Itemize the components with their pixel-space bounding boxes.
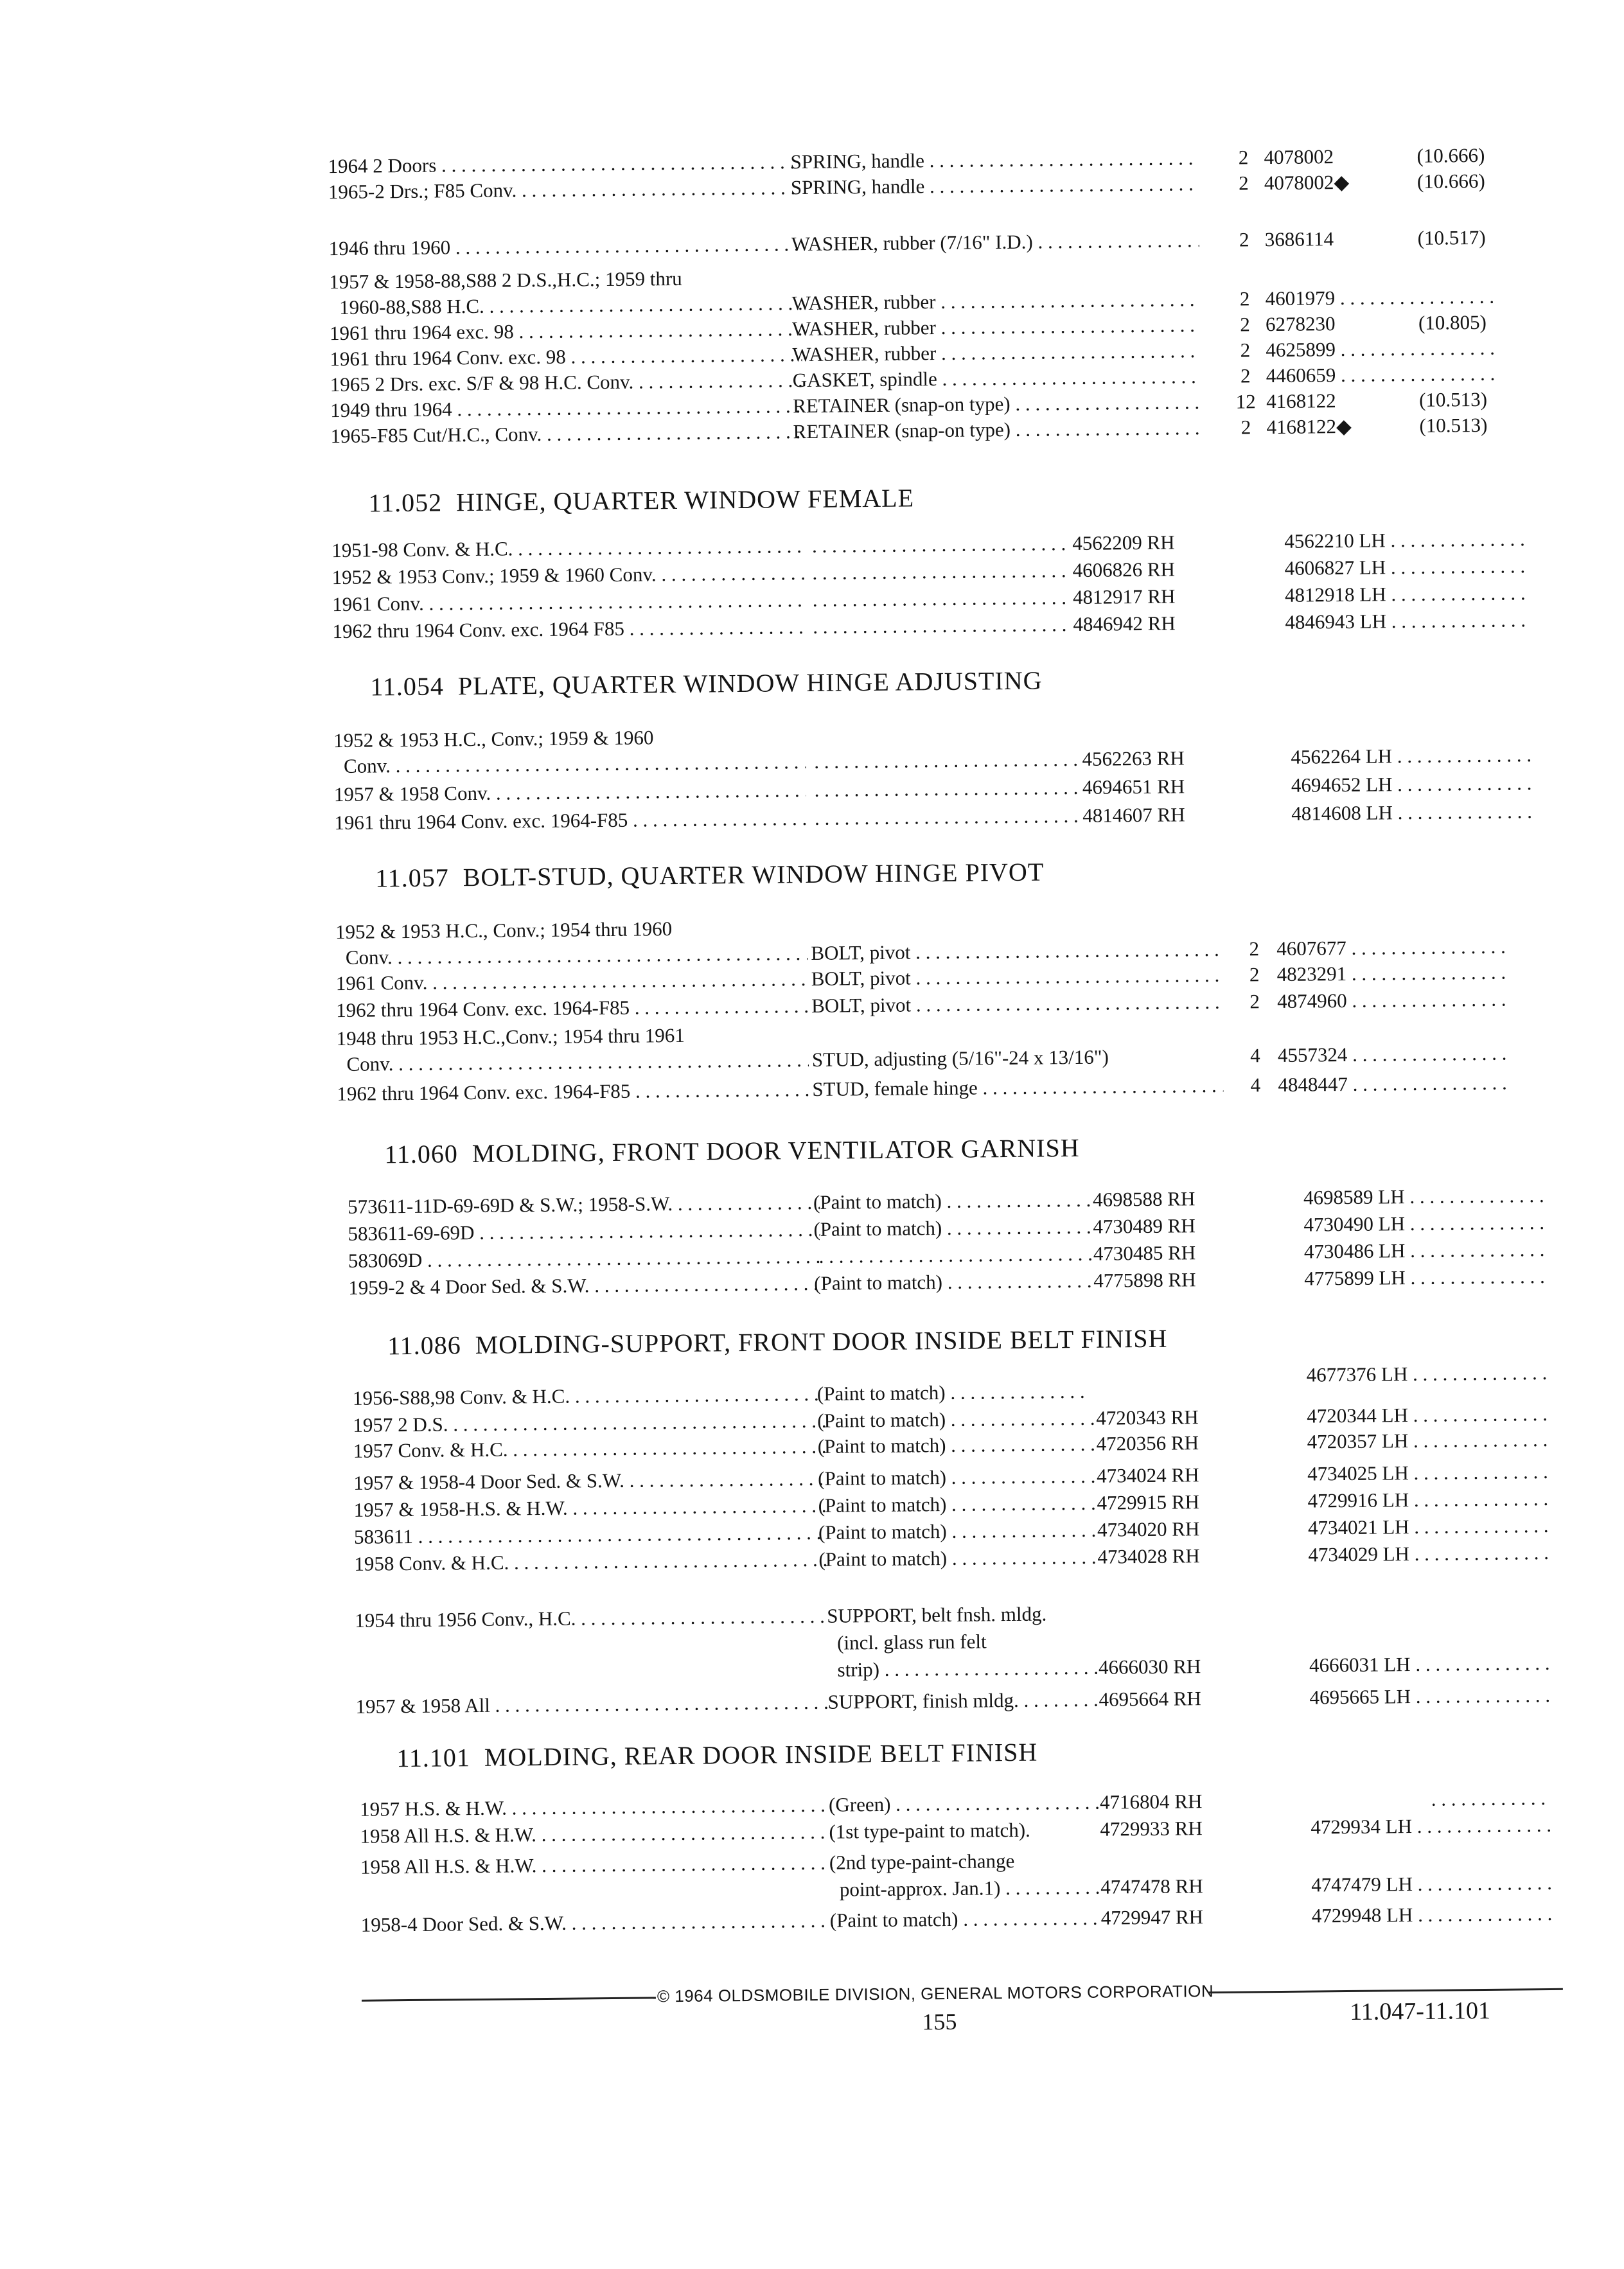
application-cell: 1952 & 1953 H.C., Conv.; 1959 & 1960 [333, 723, 822, 754]
description-cell: BOLT, pivot . . . [811, 937, 1222, 966]
section-title: PLATE, QUARTER WINDOW HINGE ADJUSTING [458, 666, 1043, 700]
rh-part-cell: 4562209 RH [1072, 530, 1175, 557]
rh-part-cell: 4720356 RH [1097, 1430, 1199, 1457]
rh-part-cell: 4846942 RH [1073, 610, 1176, 637]
application-cell: 1951-98 Conv. & H.C. . . . [331, 533, 804, 563]
quantity-cell: 2 [1226, 337, 1264, 364]
quantity-cell: 2 [1224, 170, 1263, 197]
application-cell: 1961 thru 1964 Conv. exc. 98 . . . [330, 342, 802, 372]
section-title: MOLDING-SUPPORT, FRONT DOOR INSIDE BELT FINISH [475, 1324, 1167, 1359]
part-number-cell: 4460659 . . . [1266, 361, 1497, 389]
quantity-cell: 2 [1226, 312, 1264, 338]
leader-dots [807, 558, 1070, 586]
quantity-cell: 2 [1226, 363, 1265, 389]
section-heading [370, 664, 1043, 703]
leader-dots [809, 803, 1079, 831]
lh-part-cell: 4775899 LH . . . [1304, 1264, 1548, 1292]
application-cell: Conv. . . . [335, 940, 808, 971]
rh-part-cell: 4698588 RH [1093, 1186, 1196, 1213]
description-cell: STUD, female hinge . . . [812, 1073, 1223, 1102]
section-title: BOLT-STUD, QUARTER WINDOW HINGE PIVOT [463, 857, 1044, 892]
application-cell: Conv. . . . [333, 749, 806, 779]
description-cell: (Paint to match) . . . [813, 1214, 1093, 1242]
leader-dots [808, 612, 1071, 640]
lh-part-cell: 4729948 LH . . . [1312, 1901, 1556, 1929]
reference-cell: (10.666) [1417, 168, 1485, 195]
application-cell: 1961 Conv. . . . [332, 587, 804, 617]
rh-part-cell: 4729915 RH [1097, 1489, 1199, 1516]
section-heading [396, 1736, 1037, 1775]
application-cell: 1961 thru 1964 Conv. exc. 1964-F85 . . . [334, 806, 806, 836]
application-cell: 1958-4 Door Sed. & S.W. . . . [361, 1908, 833, 1938]
application-cell: 1959-2 & 4 Door Sed. & S.W. . . . [348, 1271, 820, 1301]
lh-part-cell: 4734021 LH . . . [1308, 1513, 1552, 1541]
section-heading [387, 1323, 1168, 1363]
part-number-cell: 4168122◆ [1266, 412, 1497, 440]
rh-part-cell: 4734020 RH [1097, 1516, 1200, 1543]
section-heading [368, 482, 914, 519]
description-cell: (1st type-paint to match). [829, 1817, 1030, 1845]
application-cell: 1946 thru 1960 . . . [329, 231, 801, 261]
description-cell: (Paint to match) . . . [818, 1431, 1095, 1460]
rh-part-cell: 4730489 RH [1093, 1213, 1196, 1240]
part-number-cell: 4874960 . . . [1277, 987, 1508, 1014]
application-cell: 1965 2 Drs. exc. S/F & 98 H.C. Conv. . . . [330, 367, 802, 398]
rh-part-cell: 4694651 RH [1082, 773, 1185, 800]
part-number-cell: 4848447 . . . [1278, 1070, 1509, 1098]
page-footer [0, 0, 1613, 8]
lh-part-cell: 4812918 LH . . . [1285, 580, 1529, 608]
quantity-cell: 2 [1235, 962, 1274, 988]
application-cell: 1957 & 1958-4 Door Sed. & S.W. . . . [353, 1466, 825, 1496]
application-cell: Conv. . . . [337, 1047, 809, 1077]
description-cell: (Green) . . . [829, 1790, 1099, 1818]
rh-part-cell: 4720343 RH [1096, 1404, 1199, 1431]
lh-part-cell: 4734029 LH . . . [1308, 1540, 1552, 1568]
rh-part-cell: 4734024 RH [1097, 1462, 1199, 1489]
rh-part-cell: 4606826 RH [1072, 556, 1175, 583]
section-range: 11.047-11.101 [1350, 1997, 1490, 2026]
leader-dots [808, 585, 1071, 613]
section-number: 11.052 [368, 488, 442, 517]
rh-part-cell: 4814607 RH [1082, 802, 1185, 829]
rh-part-cell: 4729947 RH [1101, 1904, 1204, 1931]
description-cell: WASHER, rubber . . . [791, 287, 1199, 316]
lh-part-cell: 4729916 LH . . . [1307, 1486, 1551, 1514]
description-cell: SUPPORT, belt fnsh. mldg. [827, 1601, 1046, 1629]
application-cell: 1958 Conv. & H.C. . . . [354, 1547, 826, 1577]
section-number: 11.057 [375, 863, 449, 892]
part-number-cell: 4078002◆ [1264, 168, 1496, 196]
application-cell: 1961 thru 1964 exc. 98 . . . [330, 316, 802, 346]
description-cell: SUPPORT, finish mldg. . . . [827, 1687, 1097, 1715]
description-cell: BOLT, pivot . . . [811, 962, 1222, 992]
quantity-cell: 4 [1236, 1043, 1275, 1069]
lh-part-cell: 4846943 LH . . . [1285, 607, 1529, 635]
description-cell: (Paint to match) . . . [813, 1187, 1093, 1215]
section-heading [384, 1132, 1080, 1170]
lh-part-cell: 4814608 LH . . . [1291, 799, 1535, 827]
reference-cell: (10.513) [1419, 412, 1487, 439]
part-number-cell: 4625899 . . . [1266, 335, 1497, 363]
quantity-cell: 2 [1225, 227, 1264, 253]
application-cell: 1962 thru 1964 Conv. exc. 1964-F85 . . . [336, 993, 808, 1023]
application-cell: 573611-11D-69-69D & S.W.; 1958-S.W. . . . [348, 1190, 820, 1220]
application-cell: 583611 . . . [354, 1520, 826, 1550]
rh-part-cell: 4775898 RH [1093, 1267, 1196, 1294]
description-cell: (incl. glass run felt [827, 1629, 986, 1655]
quantity-cell: 12 [1226, 389, 1265, 415]
part-number-cell: 4557324 . . . [1278, 1041, 1509, 1068]
application-cell: 1957 & 1958 All . . . [355, 1690, 827, 1720]
section-number: 11.060 [384, 1139, 458, 1169]
reference-cell: (10.517) [1418, 225, 1486, 251]
application-cell: 1957 Conv. & H.C. . . . [353, 1434, 825, 1464]
rh-part-cell: 4729933 RH [1100, 1815, 1203, 1842]
lh-part-cell: 4730486 LH . . . [1304, 1237, 1548, 1265]
leader-dots [809, 775, 1079, 803]
description-cell: SPRING, handle . . . [790, 145, 1198, 175]
section-number: 11.101 [396, 1743, 470, 1772]
application-cell: 1965-F85 Cut/H.C., Conv. . . . [330, 419, 802, 449]
lh-part-cell: 4730490 LH . . . [1303, 1210, 1548, 1238]
section-title: HINGE, QUARTER WINDOW FEMALE [456, 483, 914, 516]
copyright-notice: © 1964 OLDSMOBILE DIVISION, GENERAL MOTORS CORPORATION [657, 1981, 1214, 2006]
part-number-cell: 4607677 . . . [1276, 934, 1508, 962]
description-cell: RETAINER (snap-on type) . . . [793, 415, 1201, 445]
description-cell: (Paint to match) . . . [818, 1517, 1096, 1546]
lh-part-cell: 4562210 LH . . . [1284, 526, 1528, 554]
rh-part-cell: 4730485 RH [1093, 1240, 1196, 1267]
application-cell: 1962 thru 1964 Conv. exc. 1964-F85 . . . [337, 1077, 809, 1107]
section-title: MOLDING, FRONT DOOR VENTILATOR GARNISH [472, 1133, 1080, 1168]
application-cell: 1957 H.S. & H.W. . . . [360, 1792, 832, 1823]
part-number-cell: 4601979 . . . [1265, 284, 1496, 312]
top-block [0, 0, 1613, 8]
rh-part-cell: 4695664 RH [1099, 1686, 1201, 1713]
rh-part-cell: 4562263 RH [1082, 745, 1185, 772]
part-number-cell: 4823291 . . . [1277, 960, 1508, 987]
section-11-101 [0, 0, 1613, 8]
application-cell: 1962 thru 1964 Conv. exc. 1964 F85 . . . [332, 614, 804, 644]
lh-part-cell: 4695665 LH . . . [1309, 1682, 1553, 1711]
section-title: MOLDING, REAR DOOR INSIDE BELT FINISH [484, 1738, 1038, 1772]
description-cell: BOLT, pivot . . . [811, 989, 1222, 1019]
section-11-054 [0, 0, 1613, 8]
lh-part-cell: 4729934 LH . . . [1311, 1812, 1555, 1841]
section-heading [375, 856, 1045, 894]
part-number-cell: 6278230 [1266, 310, 1497, 337]
reference-cell: (10.513) [1419, 387, 1487, 413]
rh-part-cell: 4734028 RH [1097, 1543, 1200, 1570]
lh-part-cell: 4734025 LH . . . [1307, 1459, 1551, 1487]
quantity-cell: 2 [1235, 936, 1273, 962]
section-11-052 [0, 0, 1613, 8]
lh-part-cell: 4694652 LH . . . [1291, 770, 1535, 799]
application-cell: 1958 All H.S. & H.W. . . . [360, 1850, 833, 1880]
description-cell: GASKET, spindle . . . [793, 364, 1201, 393]
description-cell: (Paint to match) . . . [818, 1490, 1095, 1519]
description-cell: point-approx. Jan.1) . . . [829, 1875, 1099, 1903]
section-11-057 [0, 0, 1613, 8]
page-number: 155 [922, 2008, 957, 2036]
section-number: 11.054 [370, 671, 444, 701]
application-cell: 1956-S88,98 Conv. & H.C. . . . [353, 1381, 825, 1411]
rh-part-cell: 4666030 RH [1099, 1654, 1201, 1681]
lh-part-cell: 4698589 LH . . . [1303, 1183, 1548, 1211]
description-cell: RETAINER (snap-on type) . . . [793, 389, 1201, 419]
application-cell: 1952 & 1953 H.C., Conv.; 1954 thru 1960 [335, 915, 824, 945]
part-number-cell: 4168122 [1266, 387, 1497, 414]
application-cell: 583611-69-69D . . . [348, 1217, 820, 1247]
application-cell: 1957 2 D.S. . . . [353, 1408, 825, 1438]
description-cell: (Paint to match) . . . [814, 1268, 1093, 1296]
application-cell: 1957 & 1958-H.S. & H.W. . . . [353, 1493, 825, 1523]
quantity-cell: 2 [1235, 989, 1274, 1015]
description-cell: (Paint to match) . . . [818, 1544, 1096, 1573]
section-11-086 [0, 0, 1613, 8]
quantity-cell: 2 [1226, 414, 1265, 441]
description-cell: WASHER, rubber . . . [792, 312, 1200, 342]
application-cell: 1961 Conv. . . . [336, 966, 808, 996]
lh-part-cell: 4720357 LH . . . [1307, 1427, 1551, 1455]
reference-cell: (10.805) [1418, 310, 1487, 336]
description-cell: (Paint to match) . . . [818, 1463, 1095, 1492]
lh-part-cell: 4720344 LH . . . [1307, 1401, 1551, 1429]
description-cell: STUD, adjusting (5/16"-24 x 13/16") [812, 1043, 1236, 1073]
description-cell: SPRING, handle . . . [791, 171, 1199, 200]
description-cell: (Paint to match) . . . [817, 1379, 1087, 1407]
footer-rule-left [362, 1997, 656, 2001]
application-cell: 1958 All H.S. & H.W. . . . [360, 1819, 832, 1850]
lh-part-cell [1426, 1785, 1548, 1812]
rh-part-cell: 4716804 RH [1100, 1788, 1203, 1815]
rh-part-cell: 4812917 RH [1073, 583, 1176, 610]
application-cell: 1949 thru 1964 . . . [330, 393, 802, 423]
application-cell: 1965-2 Drs.; F85 Conv. . . . [328, 175, 800, 205]
part-number-cell: 4078002 [1264, 143, 1495, 170]
quantity-cell: 2 [1224, 145, 1262, 171]
application-cell: 1957 & 1958 Conv. . . . [334, 777, 806, 808]
description-cell: (Paint to match) . . . [817, 1406, 1095, 1434]
reference-cell: (10.666) [1417, 143, 1485, 169]
description-cell: (Paint to match) . . . [830, 1905, 1100, 1934]
leader-dots [807, 531, 1070, 559]
footer-rule-right [1208, 1988, 1563, 1993]
application-cell: 1964 2 Doors . . . [328, 149, 800, 179]
lh-part-cell: 4562264 LH . . . [1291, 742, 1535, 770]
lh-part-cell: 4606827 LH . . . [1284, 553, 1528, 581]
application-cell: 1952 & 1953 Conv.; 1959 & 1960 Conv. . . . [332, 560, 804, 590]
description-cell: WASHER, rubber (7/16" I.D.) . . . [791, 227, 1199, 257]
rh-part-cell: 4747478 RH [1100, 1873, 1203, 1900]
lh-part-cell: 4677376 LH . . . [1306, 1360, 1550, 1388]
leader-dots [809, 746, 1079, 775]
section-11-060 [0, 0, 1613, 8]
application-cell: 1954 thru 1956 Conv., H.C. . . . [355, 1603, 827, 1634]
lh-part-cell: 4747479 LH . . . [1311, 1870, 1555, 1898]
application-cell: 1948 thru 1953 H.C.,Conv.; 1954 thru 1961 [336, 1021, 824, 1052]
application-cell: 1957 & 1958-88,S88 2 D.S.,H.C.; 1959 thru [329, 265, 817, 295]
section-number: 11.086 [387, 1330, 461, 1360]
quantity-cell: 2 [1225, 286, 1264, 312]
lh-part-cell: 4666031 LH . . . [1309, 1650, 1553, 1679]
description-cell [814, 1241, 1093, 1269]
part-number-cell: 3686114 [1265, 225, 1496, 252]
description-cell: strip) . . . [827, 1655, 1097, 1683]
description-cell: WASHER, rubber . . . [792, 338, 1200, 367]
application-cell: 583069D . . . [348, 1244, 820, 1274]
application-cell: 1960-88,S88 H.C. . . . [329, 290, 801, 321]
description-cell: (2nd type-paint-change [829, 1848, 1015, 1876]
quantity-cell: 4 [1236, 1072, 1275, 1099]
